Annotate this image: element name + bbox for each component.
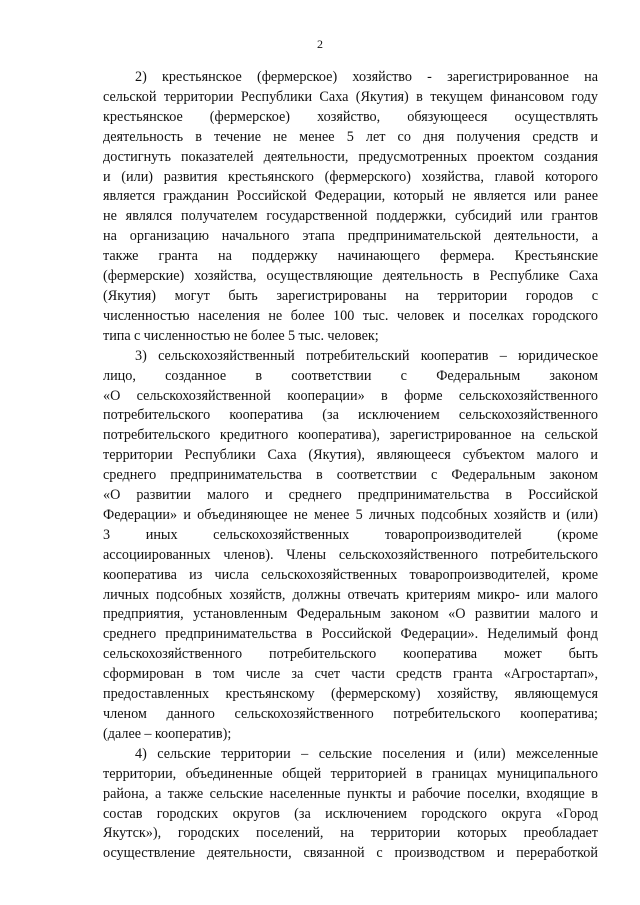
- page-number: 2: [317, 37, 323, 51]
- text-line: сформирован в том числе за счет части средств гранта «Агростартап»,: [103, 666, 598, 683]
- text-line: предоставленных крестьянскому (фермерскому) хозяйству, являющемуся: [103, 686, 598, 703]
- paragraph-peasant-farm: [103, 68, 598, 347]
- text-line: членом данного сельскохозяйственного потребительского кооператива;: [103, 706, 598, 722]
- text-line: на организацию начального этапа предпринимательской деятельности, а: [103, 228, 598, 245]
- text-line: сельскохозяйственного потребительского кооператива может быть: [103, 646, 598, 663]
- text-line: среднего предпринимательства в Российской Федерации». Неделимый фонд: [103, 626, 598, 643]
- text-line: осуществление деятельности, связанной с производством и переработкой: [103, 845, 598, 862]
- text-line: (фермерские) хозяйства, осуществляющие деятельность в Республике Саха: [103, 268, 598, 285]
- paragraph-cooperative: [103, 347, 598, 745]
- text-line: 4) сельские территории – сельские поселения и (или) межселенные: [135, 745, 598, 762]
- text-line: «О сельскохозяйственной кооперации» в форме сельскохозяйственного: [103, 387, 598, 404]
- text-line: ассоциированных членов). Члены сельскохозяйственного потребительского: [103, 546, 598, 563]
- document-body: [103, 68, 598, 864]
- text-line: не являлся получателем государственной поддержки, субсидий или грантов: [103, 208, 598, 225]
- text-line: среднего предпринимательства в соответствии с Федеральным законом: [103, 467, 598, 484]
- text-line: предприятия, установленным Федеральным законом «О развитии малого и: [103, 606, 598, 623]
- text-line: состав городских округов (за исключением городского округа «Город: [103, 805, 598, 822]
- text-line: Якутск»), городских поселений, на территории которых преобладает: [103, 825, 598, 842]
- text-line: потребительского кооператива (за исключением сельскохозяйственного: [103, 407, 598, 424]
- text-line: численностью населения не более 100 тыс. человек и поселках городского: [103, 307, 598, 324]
- text-line: потребительского кредитного кооператива), зарегистрированное на сельской: [103, 427, 598, 444]
- text-line: района, а также сельские населенные пункты и рабочие поселки, входящие в: [103, 785, 598, 802]
- text-line: 3 иных сельскохозяйственных товаропроизводителей (кроме: [103, 526, 598, 543]
- text-line: также гранта на поддержку начинающего фермера. Крестьянские: [103, 248, 598, 265]
- text-line: территории Республики Саха (Якутия), являющееся субъектом малого и: [103, 447, 598, 464]
- text-line: сельской территории Республики Саха (Якутия) в текущем финансовом году: [103, 88, 598, 105]
- text-line: кооператива из числа сельскохозяйственных товаропроизводителей, кроме: [103, 566, 598, 583]
- text-line: крестьянское (фермерское) хозяйство, обязующееся осуществлять: [103, 108, 598, 125]
- text-line: территории, объединенные общей территорией в границах муниципального: [103, 765, 598, 782]
- text-line: деятельность в течение не менее 5 лет со дня получения средств и: [103, 128, 598, 145]
- text-line: (далее – кооператив);: [103, 725, 232, 742]
- text-line: достигнуть показателей деятельности, предусмотренных проектом создания: [103, 148, 598, 165]
- text-line: Федерации» и объединяющее не менее 5 личных подсобных хозяйств и (или): [103, 506, 598, 523]
- text-line: и (или) развития крестьянского (фермерского) хозяйства, главой которого: [103, 168, 598, 185]
- text-line: «О развитии малого и среднего предпринимательства в Российской: [103, 487, 598, 504]
- text-line: лицо, созданное в соответствии с Федеральным законом: [103, 367, 598, 384]
- text-line: (Якутия) могут быть зарегистрированы на территории городов с: [103, 287, 598, 304]
- text-line: 3) сельскохозяйственный потребительский кооператив – юридическое: [135, 347, 598, 364]
- text-line: является гражданин Российской Федерации, который не является или ранее: [103, 188, 598, 205]
- text-line: 2) крестьянское (фермерское) хозяйство - зарегистрированное на: [135, 69, 598, 85]
- text-line: типа с численностью не более 5 тыс. человек;: [103, 327, 379, 344]
- text-line: личных подсобных хозяйств, должны отвечать критериям микро- или малого: [103, 586, 598, 603]
- paragraph-rural-territories: [103, 745, 598, 864]
